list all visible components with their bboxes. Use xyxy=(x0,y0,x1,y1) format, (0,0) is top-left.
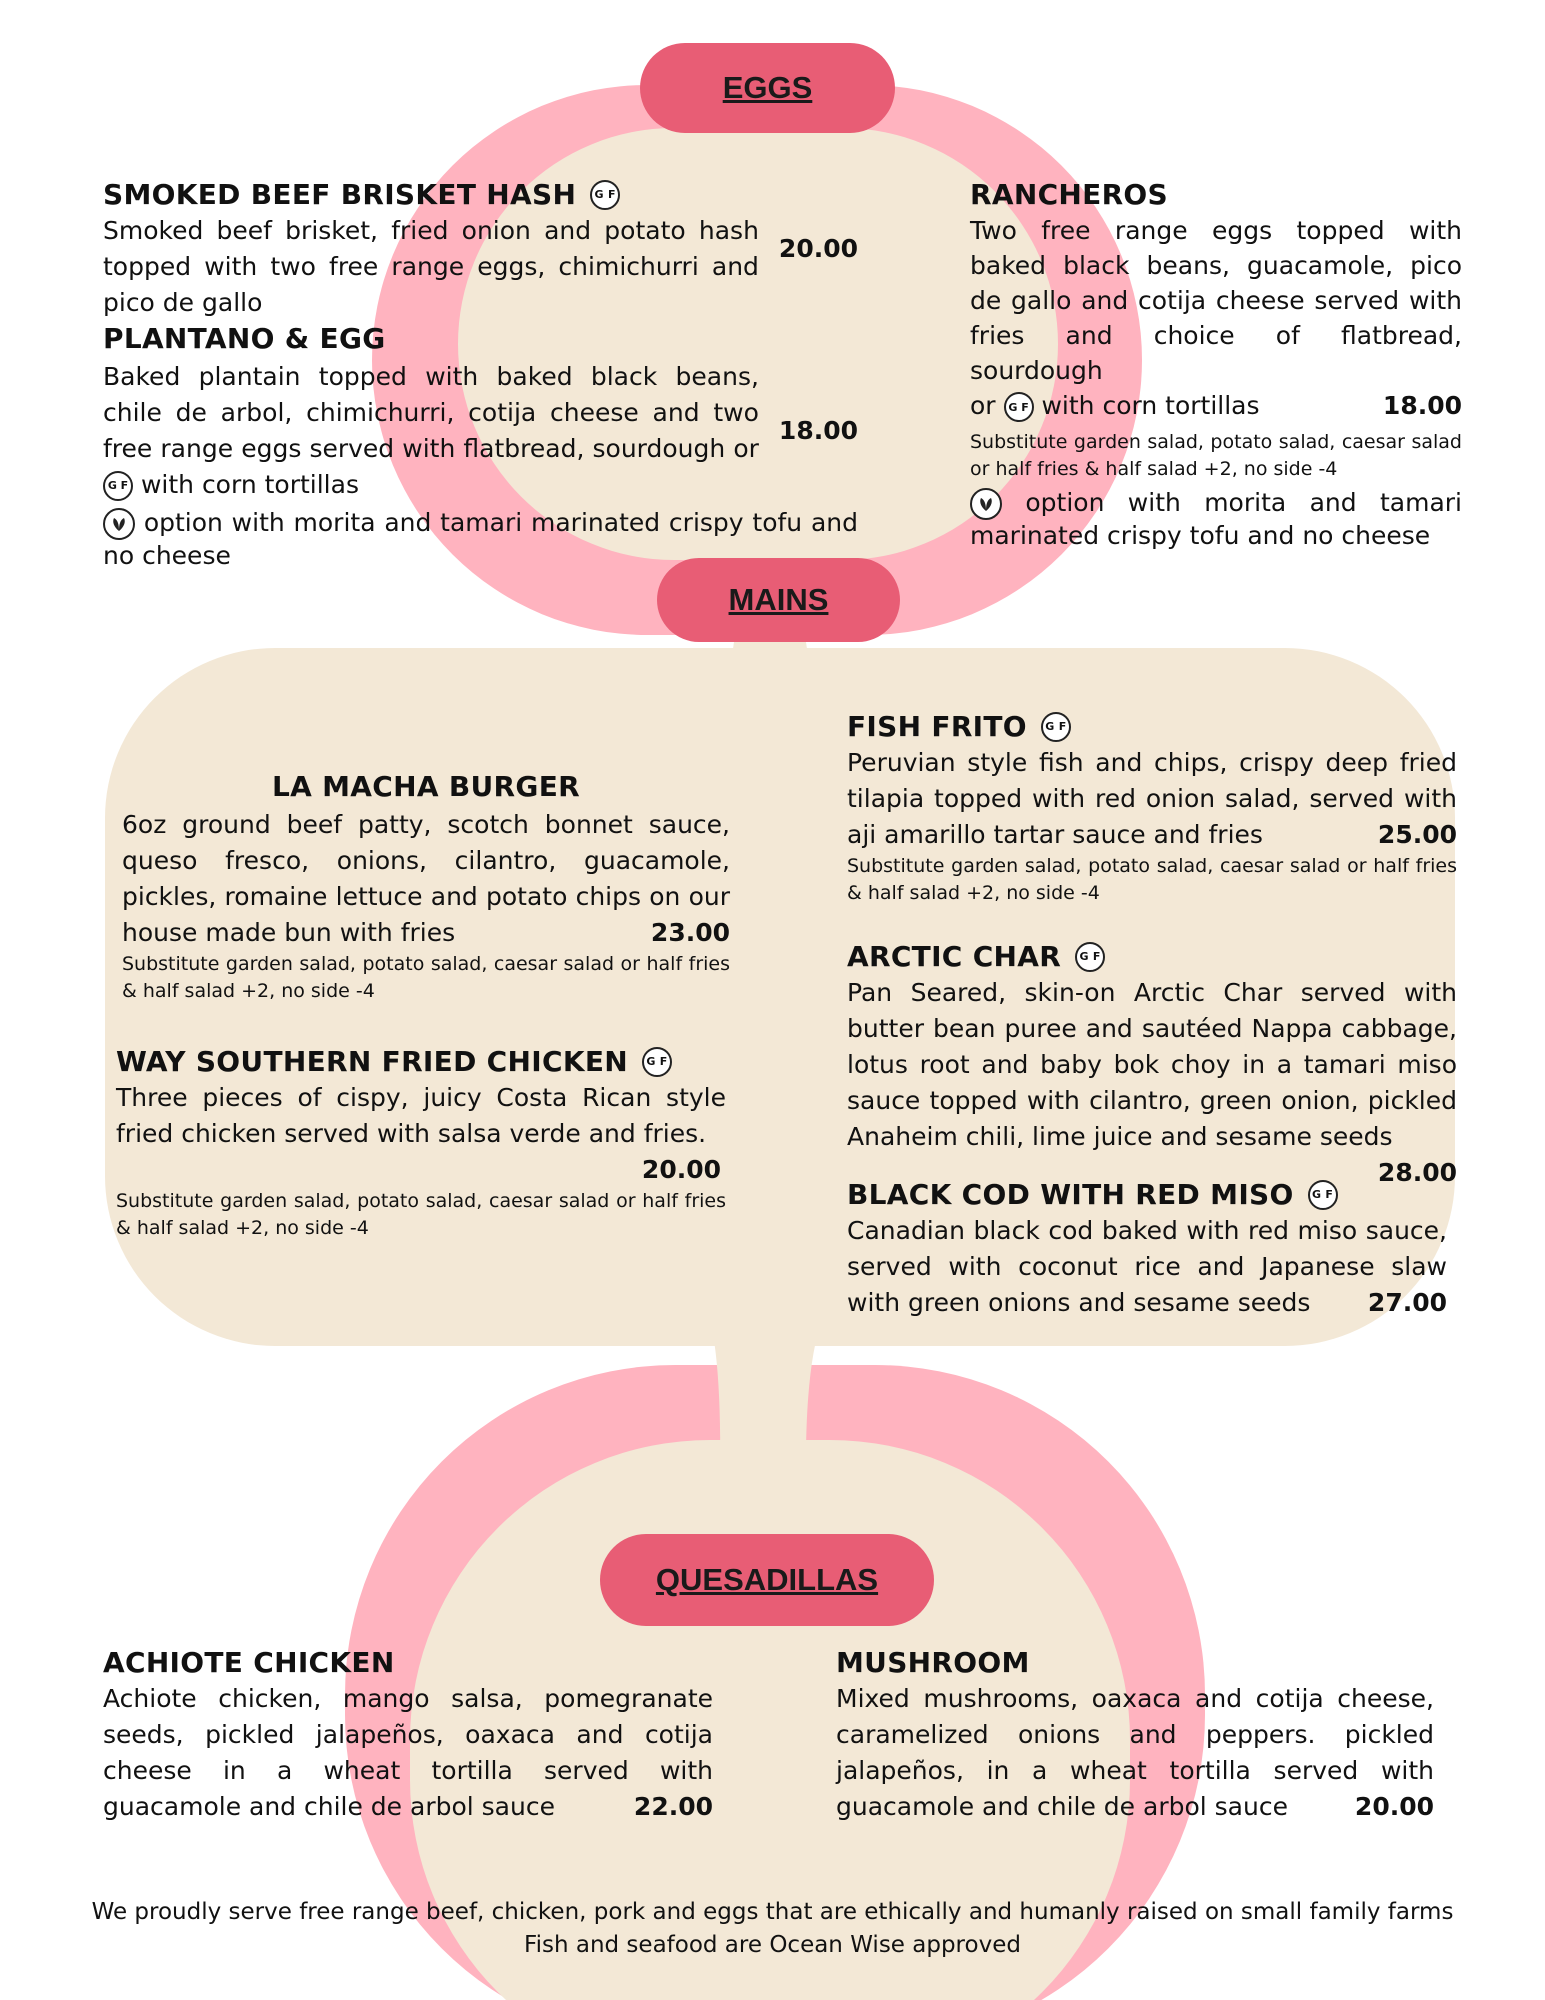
item-price: 22.00 xyxy=(633,1792,713,1821)
item-description: 6oz ground beef patty, scotch bonnet sauce, queso fresco, onions, cilantro, guacamole, pickles, romaine lettuce and potato chips on our house made bun with fries xyxy=(122,810,730,947)
eggs-section-header: EGGS xyxy=(640,43,895,133)
item-price: 28.00 xyxy=(1377,1158,1457,1187)
menu-item-fish-frito xyxy=(847,710,1457,907)
item-price: 18.00 xyxy=(778,416,858,445)
menu-item-fried-chicken xyxy=(116,1045,726,1242)
gluten-free-icon: G F xyxy=(642,1047,672,1077)
gluten-free-icon: G F xyxy=(1308,1180,1338,1210)
side-substitution-note: Substitute garden salad, potato salad, caesar salad or half fries & half salad +2, no side -4 xyxy=(970,431,1462,480)
item-price: 20.00 xyxy=(778,234,858,263)
item-description: Three pieces of cispy, juicy Costa Rican style fried chicken served with salsa verde and fries. xyxy=(116,1083,726,1148)
footer-line-1: We proudly serve free range beef, chicken, pork and eggs that are ethically and humanly raised on small family farms xyxy=(91,1899,1454,1925)
bottom-connector xyxy=(710,1320,822,1550)
item-price: 27.00 xyxy=(1367,1288,1447,1317)
vegan-leaf-icon xyxy=(103,508,135,540)
menu-item-arctic-char xyxy=(847,940,1457,1191)
footer-note xyxy=(0,1896,1545,1962)
item-title: ARCTIC CHAR xyxy=(847,940,1062,973)
item-description-end: with corn tortillas xyxy=(1041,391,1260,420)
item-description: Baked plantain topped with baked black beans, chile de arbol, chimichurri, cotija cheese and two free range eggs served with flatbread, sourdough or xyxy=(103,362,759,463)
item-description: Mixed mushrooms, oaxaca and cotija cheese, caramelized onions and peppers. pickled jalapeños, in a wheat tortilla served with guacamole and chile de arbol sauce xyxy=(836,1684,1434,1821)
gluten-free-icon: G F xyxy=(1041,712,1071,742)
side-substitution-note: Substitute garden salad, potato salad, caesar salad or half fries & half salad +2, no side -4 xyxy=(122,953,730,1002)
item-title: WAY SOUTHERN FRIED CHICKEN xyxy=(116,1045,628,1078)
gluten-free-icon: G F xyxy=(1004,392,1034,422)
item-price: 23.00 xyxy=(650,918,730,947)
vegan-note: option with morita and tamari marinated crispy tofu and no cheese xyxy=(103,508,858,570)
menu-item-brisket-hash xyxy=(103,178,858,321)
item-title: PLANTANO & EGG xyxy=(103,322,386,355)
item-description: Smoked beef brisket, fried onion and potato hash topped with two free range eggs, chimichurri and pico de gallo xyxy=(103,216,759,317)
item-price: 20.00 xyxy=(641,1155,721,1184)
item-description: Achiote chicken, mango salsa, pomegranate seeds, pickled jalapeños, oaxaca and cotija cheese in a wheat tortilla served with guacamole and chile de arbol sauce xyxy=(103,1684,713,1821)
menu-item-achiote-chicken xyxy=(103,1646,713,1825)
side-substitution-note: Substitute garden salad, potato salad, caesar salad or half fries & half salad +2, no side -4 xyxy=(116,1190,726,1239)
item-title: RANCHEROS xyxy=(970,178,1169,211)
menu-item-plantano-egg xyxy=(103,322,858,571)
item-title: FISH FRITO xyxy=(847,710,1027,743)
item-title: BLACK COD WITH RED MISO xyxy=(847,1178,1294,1211)
vegan-leaf-icon xyxy=(970,488,1002,520)
menu-item-mushroom xyxy=(836,1646,1434,1825)
item-price: 18.00 xyxy=(1382,391,1462,420)
side-substitution-note: Substitute garden salad, potato salad, caesar salad or half fries & half salad +2, no side -4 xyxy=(847,855,1457,904)
item-description-end: with corn tortillas xyxy=(140,470,359,499)
gluten-free-icon: G F xyxy=(103,471,133,501)
item-title: SMOKED BEEF BRISKET HASH xyxy=(103,178,577,211)
item-title: MUSHROOM xyxy=(836,1646,1030,1679)
menu-item-la-macha-burger xyxy=(122,770,730,1005)
item-title: LA MACHA BURGER xyxy=(271,770,580,803)
item-description: Two free range eggs topped with baked black beans, guacamole, pico de gallo and cotija cheese served with fries and choice of flatbread, sourdough xyxy=(970,216,1462,385)
item-title: ACHIOTE CHICKEN xyxy=(103,1646,395,1679)
quesadillas-section-header: QUESADILLAS xyxy=(600,1534,934,1626)
mains-section-header: MAINS xyxy=(657,558,900,642)
item-description-or: or xyxy=(970,391,996,420)
item-description: Pan Seared, skin-on Arctic Char served with butter bean puree and sautéed Nappa cabbage, lotus root and baby bok choy in a tamari miso sauce topped with cilantro, green onion, pickled Anaheim chili, lime juice and sesame seeds xyxy=(847,978,1457,1151)
vegan-note: option with morita and tamari marinated crispy tofu and no cheese xyxy=(970,488,1462,550)
item-price: 25.00 xyxy=(1377,820,1457,849)
footer-line-2: Fish and seafood are Ocean Wise approved xyxy=(524,1932,1021,1958)
menu-item-black-cod xyxy=(847,1178,1447,1321)
gluten-free-icon: G F xyxy=(1075,942,1105,972)
item-description: Peruvian style fish and chips, crispy deep fried tilapia topped with red onion salad, served with aji amarillo tartar sauce and fries xyxy=(847,748,1457,849)
item-price: 20.00 xyxy=(1354,1792,1434,1821)
menu-item-rancheros xyxy=(970,178,1462,551)
item-description: Canadian black cod baked with red miso sauce, served with coconut rice and Japanese slaw with green onions and sesame seeds xyxy=(847,1216,1447,1317)
gluten-free-icon: G F xyxy=(590,180,620,210)
